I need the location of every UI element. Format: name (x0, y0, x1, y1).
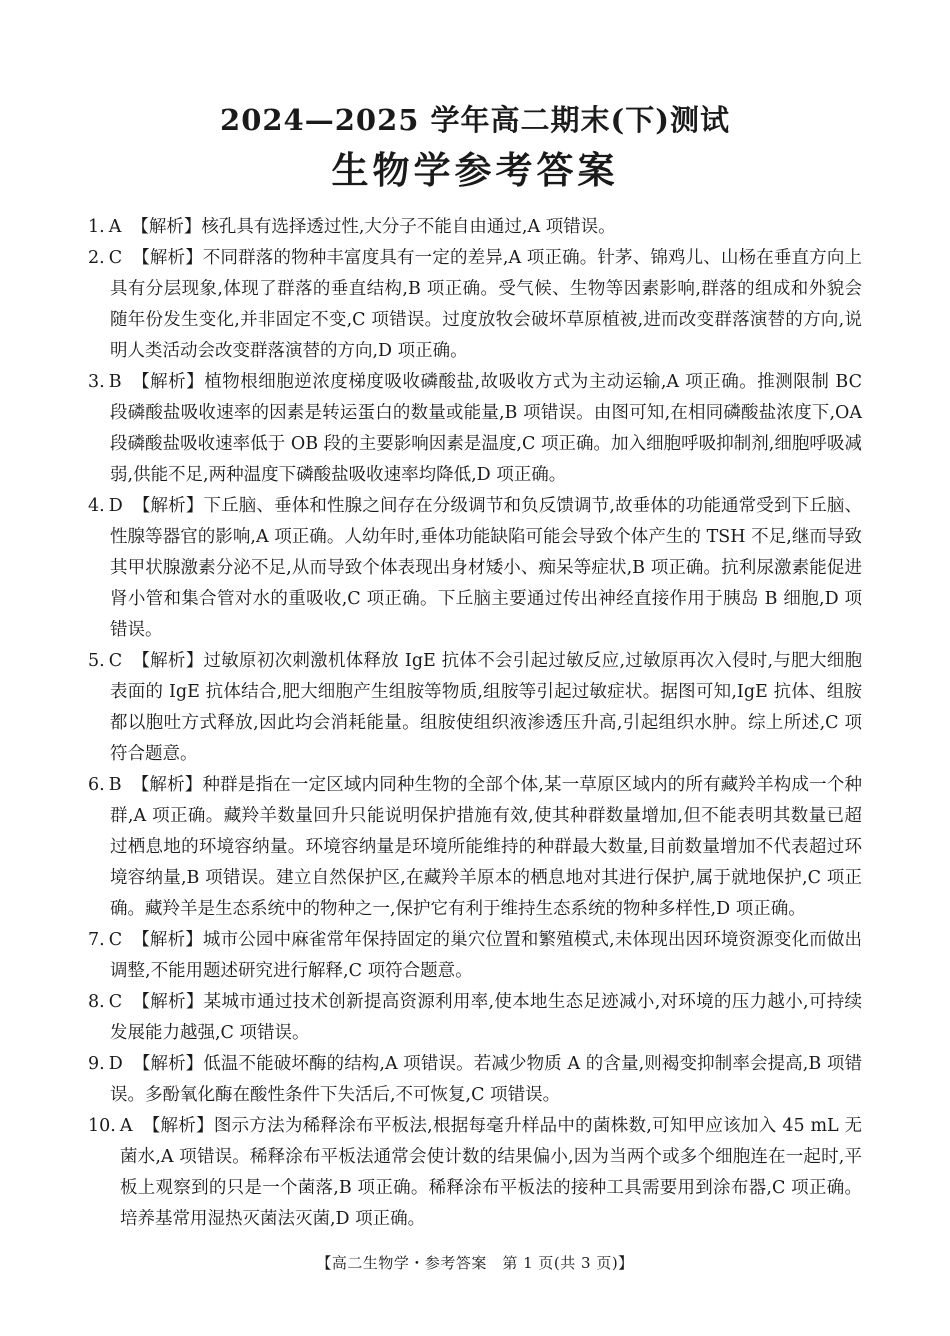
answer-item-5 (88, 646, 862, 770)
exam-title: 2024—2025 学年高二期末(下)测试 (220, 103, 730, 137)
analysis-tag: 【解析】 (132, 651, 204, 671)
item-number: 9. (88, 1054, 105, 1074)
analysis-tag: 【解析】 (131, 217, 202, 237)
item-explanation: 过敏原初次刺激机体释放 IgE 抗体不会引起过敏反应,过敏原再次入侵时,与肥大细胞表面的 IgE 抗体结合,肥大细胞产生组胺等物质,组胺等引起过敏症状。据图可知,IgE 抗体、组胺都以胞吐方式释放,因此均会消耗能量。组胺使组织液渗透压升高,引起组织水肿。综上所述,C 项符合题意。 (110, 651, 863, 764)
item-number: 10. (88, 1116, 116, 1136)
item-answer: A (108, 217, 122, 237)
answer-item-7 (88, 925, 862, 987)
item-number: 4. (88, 496, 105, 516)
answer-item-8 (88, 987, 862, 1049)
answer-item-4 (88, 491, 862, 646)
item-number: 7. (88, 930, 105, 950)
analysis-tag: 【解析】 (132, 1054, 204, 1074)
item-answer: B (108, 372, 122, 392)
item-explanation: 下丘脑、垂体和性腺之间存在分级调节和负反馈调节,故垂体的功能通常受到下丘脑、性腺等器官的影响,A 项正确。人幼年时,垂体功能缺陷可能会导致个体产生的 TSH 不足,继而导致其甲状腺激素分泌不足,从而导致个体表现出身材矮小、痴呆等症状,B 项正确。抗利尿激素能促进肾小管和集合管对水的重吸收,C 项正确。下丘脑主要通过传出神经直接作用于胰岛 B 细胞,D 项错误。 (110, 496, 863, 640)
analysis-tag: 【解析】 (131, 775, 203, 795)
answer-item-3 (88, 367, 862, 491)
item-number: 3. (88, 372, 105, 392)
item-answer: A (119, 1116, 133, 1136)
item-answer: C (108, 992, 123, 1012)
item-explanation: 种群是指在一定区域内同种生物的全部个体,某一草原区域内的所有藏羚羊构成一个种群,A 项正确。藏羚羊数量回升只能说明保护措施有效,使其种群数量增加,但不能表明其数量已超过栖息地的环境容纳量。环境容纳量是环境所能维持的种群最大数量,目前数量增加不代表超过环境容纳量,B 项错误。建立自然保护区,在藏羚羊原本的栖息地对其进行保护,属于就地保护,C 项正确。藏羚羊是生态系统中的物种之一,保护它有利于维持生态系统的物种多样性,D 项正确。 (110, 775, 863, 919)
answer-item-6 (88, 770, 862, 925)
analysis-tag: 【解析】 (132, 930, 203, 950)
item-number: 6. (88, 775, 105, 795)
item-explanation: 低温不能破坏酶的结构,A 项错误。若减少物质 A 的含量,则褐变抑制率会提高,B 项错误。多酚氧化酶在酸性条件下失活后,不可恢复,C 项错误。 (110, 1054, 862, 1105)
item-explanation: 图示方法为稀释涂布平板法,根据每毫升样品中的菌株数,可知甲应该加入 45 mL 无菌水,A 项错误。稀释涂布平板法通常会使计数的结果偏小,因为当两个或多个细胞连在一起时,平板上观察到的只是一个菌落,B 项正确。稀释涂布平板法的接种工具需要用到涂布器,C 项正确。培养基常用湿热灭菌法灭菌,D 项正确。 (120, 1116, 863, 1229)
item-answer: C (108, 248, 123, 268)
page-footer: 【高二生物学・参考答案 第 1 页(共 3 页)】 (316, 1254, 634, 1272)
analysis-tag: 【解析】 (142, 1116, 214, 1136)
analysis-tag: 【解析】 (132, 496, 204, 516)
item-explanation: 不同群落的物种丰富度具有一定的差异,A 项正确。针茅、锦鸡儿、山杨在垂直方向上具有分层现象,体现了群落的垂直结构,B 项正确。受气候、生物等因素影响,群落的组成和外貌会随年份发生变化,并非固定不变,C 项错误。过度放牧会破坏草原植被,进而改变群落演替的方向,说明人类活动会改变群落演替的方向,D 项正确。 (110, 248, 862, 361)
answer-item-10 (88, 1111, 862, 1235)
answer-item-1 (88, 212, 862, 243)
item-number: 2. (88, 248, 105, 268)
item-number: 8. (88, 992, 105, 1012)
item-answer: D (108, 1054, 123, 1074)
item-explanation: 城市公园中麻雀常年保持固定的巢穴位置和繁殖模式,未体现出因环境资源变化而做出调整,不能用题述研究进行解释,C 项符合题意。 (110, 930, 863, 981)
item-answer: D (108, 496, 123, 516)
item-answer: C (108, 930, 123, 950)
analysis-tag: 【解析】 (132, 992, 204, 1012)
item-number: 1. (88, 217, 105, 237)
item-explanation: 某城市通过技术创新提高资源利用率,使本地生态足迹减小,对环境的压力越小,可持续发展能力越强,C 项错误。 (110, 992, 863, 1043)
item-answer: B (108, 775, 122, 795)
answer-list (88, 212, 862, 1235)
item-explanation: 植物根细胞逆浓度梯度吸收磷酸盐,故吸收方式为主动运输,A 项正确。推测限制 BC 段磷酸盐吸收速率的因素是转运蛋白的数量或能量,B 项错误。由图可知,在相同磷酸盐浓度下,OA 段磷酸盐吸收速率低于 OB 段的主要影响因素是温度,C 项正确。加入细胞呼吸抑制剂,细胞呼吸减弱,供能不足,两种温度下磷酸盐吸收速率均降低,D 项正确。 (110, 372, 863, 485)
answer-item-9 (88, 1049, 862, 1111)
answer-item-2 (88, 243, 862, 367)
item-explanation: 核孔具有选择透过性,大分子不能自由通过,A 项错误。 (201, 217, 616, 237)
analysis-tag: 【解析】 (132, 248, 203, 268)
item-number: 5. (88, 651, 105, 671)
item-answer: C (108, 651, 123, 671)
document-title: 生物学参考答案 (331, 148, 619, 192)
analysis-tag: 【解析】 (131, 372, 205, 392)
